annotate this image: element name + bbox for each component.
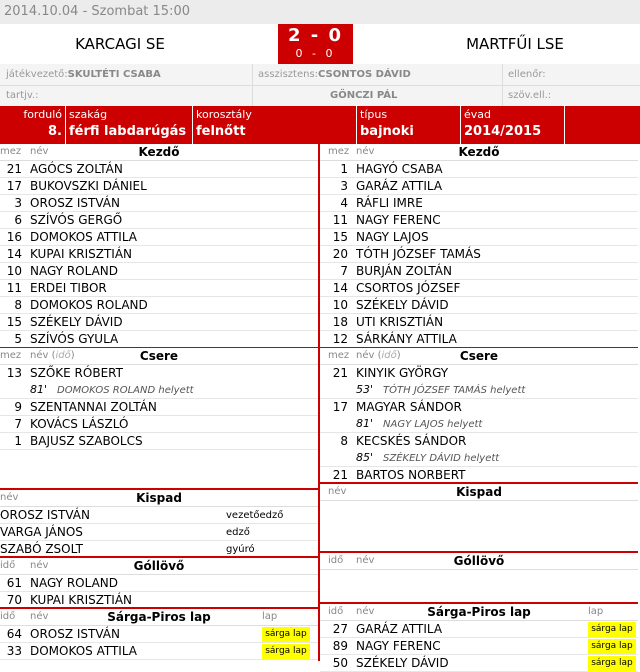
shirt-number-header: mez [328, 350, 350, 361]
player-name: KECSKÉS SÁNDOR [356, 434, 467, 448]
final-score: 2 - 0 [287, 25, 344, 46]
player-name: MAGYAR SÁNDOR [356, 400, 462, 414]
card-minute: 27 [332, 622, 348, 636]
player-name: SZÉKELY DÁVID [356, 656, 449, 670]
home-bench-list [0, 507, 318, 558]
shirt-number: 8 [340, 434, 348, 448]
table-row[interactable] [0, 416, 318, 433]
shirt-number: 21 [332, 468, 348, 482]
meta-branch [66, 106, 193, 144]
card-header: lap [262, 611, 278, 622]
shirt-number: 17 [6, 179, 22, 193]
home-team-name[interactable]: KARCAGI SE [75, 35, 165, 53]
shirt-number: 5 [14, 332, 22, 346]
time-header: idő [328, 606, 344, 617]
sub-detail: 81' DOMOKOS ROLAND helyett [30, 383, 194, 396]
away-starters-header [320, 144, 638, 161]
away-cards-list [320, 621, 638, 672]
player-name: CSORTOS JÓZSEF [356, 281, 461, 295]
table-row[interactable] [320, 246, 638, 263]
time-header: idő [0, 611, 16, 622]
away-scorers-empty [320, 570, 638, 604]
name-header: név [30, 560, 49, 571]
time-header: idő [328, 555, 344, 566]
bench-title: Kispad [456, 485, 502, 499]
player-name: GARÁZ ATTILA [356, 179, 443, 193]
spacer [0, 450, 318, 490]
table-row[interactable] [0, 592, 318, 609]
shirt-number: 17 [332, 400, 348, 414]
starters-title: Kezdő [458, 145, 500, 159]
table-row[interactable] [320, 178, 638, 195]
table-row[interactable] [0, 643, 318, 660]
table-row[interactable] [320, 365, 638, 399]
table-row[interactable] [0, 161, 318, 178]
shirt-number: 21 [6, 162, 22, 176]
shirt-number: 21 [332, 366, 348, 380]
shirt-number: 7 [14, 417, 22, 431]
shirt-number-header: mez [328, 146, 350, 157]
subs-title: Csere [459, 349, 499, 363]
player-name: SZÉKELY DÁVID [30, 315, 123, 329]
player-name: BURJÁN ZOLTÁN [356, 264, 452, 278]
shirt-number: 3 [340, 179, 348, 193]
shirt-number: 12 [332, 332, 348, 346]
shirt-number: 8 [14, 298, 22, 312]
inspector-label: ellenőr: [508, 69, 546, 80]
meta-season [461, 106, 565, 144]
player-name: NAGY FERENC [356, 213, 441, 227]
name-header: név [0, 492, 19, 503]
card-minute: 33 [6, 644, 22, 658]
away-subs-header [320, 348, 638, 365]
yellow-card-badge: sárga lap [588, 656, 636, 671]
player-name: NAGY ROLAND [30, 576, 118, 590]
table-row[interactable] [0, 433, 318, 450]
shirt-number: 20 [332, 247, 348, 261]
shirt-number: 13 [6, 366, 22, 380]
table-row[interactable] [0, 541, 318, 558]
staff-name: VARGA JÁNOS [0, 525, 83, 539]
shirt-number: 11 [332, 213, 348, 227]
player-name: DOMOKOS ATTILA [30, 644, 138, 658]
yellow-card-badge: sárga lap [588, 622, 636, 637]
table-row[interactable] [320, 467, 638, 484]
table-row[interactable] [320, 331, 638, 348]
scoreboard [278, 24, 353, 64]
yellow-card-badge: sárga lap [262, 644, 310, 659]
table-row[interactable] [0, 297, 318, 314]
table-row[interactable] [320, 433, 638, 467]
yellow-card-badge: sárga lap [588, 639, 636, 654]
table-row[interactable] [320, 161, 638, 178]
table-row[interactable] [320, 229, 638, 246]
shirt-number: 7 [340, 264, 348, 278]
staff-role: vezetőedző [226, 510, 284, 521]
table-row[interactable] [320, 212, 638, 229]
assistant2-name: GÖNCZI PÁL [330, 90, 398, 101]
table-row[interactable] [320, 297, 638, 314]
player-name: SZÍVÓS GERGŐ [30, 213, 123, 227]
away-cards-header [320, 604, 638, 621]
table-row[interactable] [320, 399, 638, 433]
player-name: SÁRKÁNY ATTILA [356, 332, 457, 346]
shirt-number: 15 [332, 230, 348, 244]
name-header: név [328, 486, 347, 497]
player-name: KINYIK GYÖRGY [356, 366, 449, 380]
player-name: BARTOS NORBERT [356, 468, 466, 482]
card-minute: 89 [332, 639, 348, 653]
player-name: DOMOKOS ATTILA [30, 230, 138, 244]
player-name: KUPAI KRISZTIÁN [30, 247, 132, 261]
scorers-title: Góllövő [453, 554, 505, 568]
table-row[interactable] [0, 314, 318, 331]
sub-detail: 81' NAGY LAJOS helyett [356, 417, 483, 430]
shirt-number: 6 [14, 213, 22, 227]
cards-title: Sárga-Piros lap [107, 610, 211, 624]
player-name: SZÍVÓS GYULA [30, 332, 119, 346]
home-column [0, 144, 318, 660]
shirt-number: 11 [6, 281, 22, 295]
home-scorers-header [0, 558, 318, 575]
staff-name: SZABÓ ZSOLT [0, 542, 83, 556]
player-name: OROSZ ISTVÁN [30, 627, 120, 641]
shirt-number: 4 [340, 196, 348, 210]
table-row[interactable] [0, 524, 318, 541]
player-name: AGÓCS ZOLTÁN [30, 162, 123, 176]
shirt-number: 15 [6, 315, 22, 329]
table-row[interactable] [0, 178, 318, 195]
player-name: OROSZ ISTVÁN [30, 196, 120, 210]
type-label: típus [360, 108, 388, 121]
subs-title: Csere [139, 349, 179, 363]
home-cards-list [0, 626, 318, 660]
staff-name: OROSZ ISTVÁN [0, 508, 90, 522]
shirt-number: 10 [6, 264, 22, 278]
shirt-number-header: mez [0, 146, 22, 157]
meta-round [0, 106, 66, 144]
home-subs-header [0, 348, 318, 365]
table-row[interactable] [320, 621, 638, 638]
away-starters-list [320, 161, 638, 348]
scorers-title: Góllövő [133, 559, 185, 573]
player-name: SZŐKE RÓBERT [30, 366, 123, 380]
home-scorers-list [0, 575, 318, 609]
shirt-number: 14 [332, 281, 348, 295]
table-row[interactable] [0, 507, 318, 524]
type-value: bajnoki [360, 124, 414, 139]
reserve-referee-label: tartjv.: [6, 90, 39, 101]
name-time-header: név (idő) [30, 350, 75, 361]
table-row[interactable] [0, 229, 318, 246]
cards-title: Sárga-Piros lap [427, 605, 531, 619]
table-row[interactable] [0, 626, 318, 643]
referee-name: SKULTÉTI CSABA [67, 69, 161, 80]
card-minute: 50 [332, 656, 348, 670]
player-name: UTI KRISZTIÁN [356, 315, 444, 329]
halftime-score: 0 - 0 [295, 47, 336, 60]
table-row[interactable] [0, 212, 318, 229]
table-row[interactable] [320, 280, 638, 297]
player-name: ERDEI TIBOR [30, 281, 107, 295]
round-label: forduló [23, 108, 62, 121]
shirt-number: 18 [332, 315, 348, 329]
staff-role: gyúró [226, 544, 255, 555]
away-team-name[interactable]: MARTFŰI LSE [466, 35, 564, 53]
starters-title: Kezdő [138, 145, 180, 159]
card-minute: 64 [6, 627, 22, 641]
player-name: RÁFLI IMRE [356, 196, 423, 210]
home-bench-header [0, 490, 318, 507]
shirt-number: 1 [340, 162, 348, 176]
bench-title: Kispad [136, 491, 182, 505]
table-row[interactable] [320, 638, 638, 655]
away-subs-list [320, 365, 638, 484]
age-label: korosztály [196, 108, 252, 121]
meta-type [357, 106, 461, 144]
name-time-header: név (idő) [356, 350, 401, 361]
shirt-number: 9 [14, 400, 22, 414]
assistant-label: asszisztens: [258, 69, 319, 80]
table-row[interactable] [320, 263, 638, 280]
table-row[interactable] [0, 280, 318, 297]
table-row[interactable] [0, 246, 318, 263]
player-name: KOVÁCS LÁSZLÓ [30, 417, 129, 431]
sport-inspector-label: szöv.ell.: [508, 90, 552, 101]
shirt-number: 10 [332, 298, 348, 312]
table-row[interactable] [0, 575, 318, 592]
sub-detail: 85' SZÉKELY DÁVID helyett [356, 451, 500, 464]
staff-role: edző [226, 527, 250, 538]
match-meta-bar [0, 106, 640, 144]
officials-panel [0, 64, 640, 106]
player-name: TÓTH JÓZSEF TAMÁS [356, 247, 481, 261]
score-row [0, 24, 640, 64]
shirt-number: 14 [6, 247, 22, 261]
table-row[interactable] [320, 195, 638, 212]
shirt-number: 16 [6, 230, 22, 244]
name-header: név [356, 146, 375, 157]
away-bench-header [320, 484, 638, 501]
table-row[interactable] [0, 263, 318, 280]
referee-label: játékvezető: [6, 69, 68, 80]
card-header: lap [588, 606, 604, 617]
divider [0, 85, 640, 86]
name-header: név [356, 555, 375, 566]
table-row[interactable] [0, 365, 318, 399]
name-header: név [30, 611, 49, 622]
player-name: NAGY FERENC [356, 639, 441, 653]
shirt-number-header: mez [0, 350, 22, 361]
table-row[interactable] [0, 399, 318, 416]
table-row[interactable] [320, 655, 638, 672]
away-scorers-header [320, 553, 638, 570]
yellow-card-badge: sárga lap [262, 627, 310, 642]
home-subs-list [0, 365, 318, 450]
round-value: 8. [48, 124, 62, 139]
home-starters-header [0, 144, 318, 161]
player-name: SZENTANNAI ZOLTÁN [30, 400, 157, 414]
player-name: SZÉKELY DÁVID [356, 298, 449, 312]
away-column [320, 144, 638, 672]
table-row[interactable] [0, 195, 318, 212]
branch-value: férfi labdarúgás [69, 124, 187, 139]
shirt-number: 1 [14, 434, 22, 448]
sub-detail: 53' TÓTH JÓZSEF TAMÁS helyett [356, 383, 526, 396]
player-name: BAJUSZ SZABOLCS [30, 434, 143, 448]
goal-minute: 70 [6, 593, 22, 607]
time-header: idő [0, 560, 16, 571]
table-row[interactable] [320, 314, 638, 331]
season-value: 2014/2015 [464, 124, 542, 139]
table-row[interactable] [0, 331, 318, 348]
player-name: NAGY LAJOS [356, 230, 429, 244]
player-name: NAGY ROLAND [30, 264, 118, 278]
player-name: BUKOVSZKI DÁNIEL [30, 179, 147, 193]
branch-label: szakág [69, 108, 108, 121]
meta-age [193, 106, 357, 144]
age-value: felnőtt [196, 124, 246, 139]
player-name: KUPAI KRISZTIÁN [30, 593, 132, 607]
name-header: név [30, 146, 49, 157]
player-name: HAGYÓ CSABA [356, 162, 443, 176]
season-label: évad [464, 108, 492, 121]
match-date: 2014.10.04 - Szombat 15:00 [0, 0, 640, 24]
name-header: név [356, 606, 375, 617]
home-starters-list [0, 161, 318, 348]
player-name: DOMOKOS ROLAND [30, 298, 148, 312]
away-bench-empty [320, 501, 638, 553]
shirt-number: 3 [14, 196, 22, 210]
assistant1-name: CSONTOS DÁVID [318, 69, 411, 80]
player-name: GARÁZ ATTILA [356, 622, 443, 636]
goal-minute: 61 [6, 576, 22, 590]
home-cards-header [0, 609, 318, 626]
